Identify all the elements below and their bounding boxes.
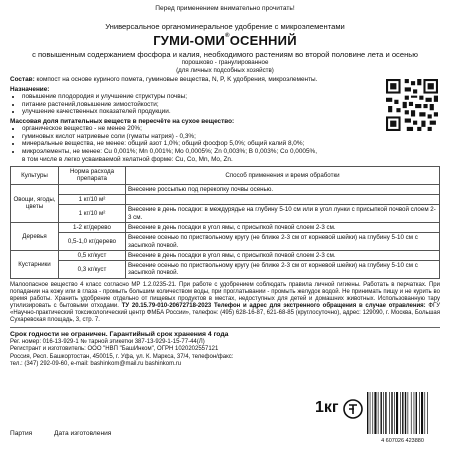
crop-cell: Овощи, ягоды, цветы bbox=[11, 184, 59, 222]
warning-note: Перед применением внимательно прочитать! bbox=[155, 5, 295, 12]
shelf-life: Срок годности не ограничен. Гарантийный срок хранения 4 года bbox=[10, 331, 229, 339]
method-cell bbox=[126, 194, 440, 204]
purpose-label: Назначение: bbox=[10, 85, 50, 93]
safety-text: Малоопасное вещество 4 класс согласно МР 1.2.0235-21. При работе с удобрением соблюдать правила личной гигиены. Работать в перчатках. При попадании на кожу или в глаза - промыть большим количеством воды, при проглатывании - промыть желудок водой. Не принимать пищу и не курить во время работы. Хранить удобрение отдельно от пищевых продуктов в местах, недоступных для детей и домашних животных. Использованную тару утилизировать с бытовыми отходами. bbox=[10, 281, 440, 310]
list-item: • улучшение качественных показателей продукции. bbox=[22, 108, 440, 116]
table-row bbox=[11, 261, 440, 279]
table-row bbox=[11, 250, 440, 260]
rate-cell: 0,5 кг/куст bbox=[59, 250, 126, 260]
rate-cell bbox=[59, 184, 126, 194]
product-form: порошково - гранулированное bbox=[181, 59, 269, 67]
column-header-crops: Культуры bbox=[11, 167, 59, 185]
net-weight: 1кг bbox=[315, 399, 339, 416]
composition-label: Состав: bbox=[10, 76, 35, 84]
product-title bbox=[10, 33, 440, 48]
column-header-method: Способ применения и время обработки bbox=[126, 167, 440, 185]
method-cell: Внесение осенью по приствольному кругу (не ближе 2-3 см от корневой шейки) на глубину 5-10 см с засыпкой почвой. bbox=[126, 233, 440, 251]
list-item: • питание растений,повышение зимостойкости; bbox=[22, 101, 440, 109]
barcode-icon bbox=[365, 390, 440, 438]
rate-cell: 0,5-1,0 кг/дерево bbox=[59, 233, 126, 251]
table-row bbox=[11, 205, 440, 223]
product-label bbox=[10, 5, 440, 445]
address: Россия, Респ. Башкортостан, 450015, г. Уфа, ул. К. Маркса, 37/4, телефон/факс: bbox=[10, 353, 234, 360]
batch-label: Партия bbox=[10, 430, 33, 437]
application-table bbox=[10, 166, 440, 279]
registrant: Регистрант и изготовитель: ООО "НВП "БашИнком", ОГРН 1020202557121 bbox=[10, 346, 219, 353]
composition bbox=[10, 76, 440, 84]
nutrients-tail: в том числе в легко усваиваемой хелатной форме: Cu, Co, Mn, Mo, Zn. bbox=[22, 155, 233, 163]
registered-mark: ® bbox=[225, 32, 230, 39]
composition-text: компост на основе куриного помета, гуминовые вещества, N, P, K удобрения, микроэлементы. bbox=[36, 76, 318, 84]
reg-number: Рег. номер: 016-13-929-1 № тарной этикетки 387-13-929-1-15-77-44(Л) bbox=[10, 339, 205, 346]
list-item: • микроэлементы, не менее: Cu 0,001%; Mn 0,001%; Mo 0,0005%; Zn 0,003%; B 0,003%; Co 0,0005%, bbox=[22, 148, 440, 156]
qr-code-icon bbox=[386, 79, 438, 131]
purpose-list bbox=[10, 93, 440, 116]
table-row bbox=[11, 184, 440, 194]
list-item: • повышение плодородия и улучшение структуры почвы; bbox=[22, 93, 440, 101]
contacts: тел.: (347) 292-09-60, e-mail: bashinkom@mail.ru bashinkom.ru bbox=[10, 360, 182, 367]
nutrients-list bbox=[10, 125, 440, 155]
manufacture-date-label: Дата изготовления bbox=[54, 430, 112, 437]
tu-code: ТУ 20.15.79-010-20672718-2023 bbox=[121, 303, 212, 310]
rate-cell: 0,3 кг/куст bbox=[59, 261, 126, 279]
table-header-row bbox=[11, 167, 440, 185]
safety-info bbox=[10, 282, 440, 324]
product-description: с повышенным содержанием фосфора и калия, необходимого растениям во второй половине лета и осенью bbox=[32, 50, 418, 60]
barcode-number: 4 607026 423880 bbox=[381, 438, 424, 444]
certification-mark-icon bbox=[343, 399, 363, 419]
emergency-label: Телефон и адрес для экстренного обращения в случае отравления: bbox=[214, 303, 426, 310]
divider bbox=[10, 327, 440, 328]
crop-cell: Кустарники bbox=[11, 250, 59, 278]
list-item: • органическое вещество - не менее 20%; bbox=[22, 125, 440, 133]
product-subtitle: Универсальное органоминеральное удобрение с микроэлементами bbox=[105, 21, 345, 31]
emergency-text: ФГУ «Научно-практический токсикологический центр ФМБА России», телефон: (495) 628-16-87, 621-68-85 (круглосуточно), адрес: 129090, г. Москва, Большая Сухаревская площадь, 3, стр. 7. bbox=[10, 303, 441, 324]
rate-cell: 1 кг/10 м² bbox=[59, 205, 126, 223]
list-item: • минеральные вещества, не менее: общий азот 1,0%; общий фосфор 5,0%; общий калий 8,0%; bbox=[22, 140, 440, 148]
batch-info bbox=[10, 430, 131, 438]
table-row bbox=[11, 194, 440, 204]
product-name: ГУМИ-ОМИ bbox=[153, 32, 226, 48]
crop-cell: Деревья bbox=[11, 222, 59, 250]
table-row bbox=[11, 233, 440, 251]
rate-cell: 1 кг/10 м² bbox=[59, 194, 126, 204]
method-cell: Внесение россыпью под перекопку почвы осенью. bbox=[126, 184, 440, 194]
method-cell: Внесение в день посадки в угол ямы, с присыпкой почвой слоем 2-3 см. bbox=[126, 222, 440, 232]
nutrients bbox=[10, 118, 440, 163]
method-cell: Внесение в день посадки: в междурядье на глубину 5-10 см или в угол лунки с присыпкой почвой слоем 2-3 см. bbox=[126, 205, 440, 223]
rate-cell: 1-2 кг/дерево bbox=[59, 222, 126, 232]
list-item: • гуминовых кислот натриевые соли (гуматы натрия) - 0,3%; bbox=[22, 133, 440, 141]
nutrients-label: Массовая доля питательных веществ в пересчёте на сухое вещество: bbox=[10, 117, 235, 125]
product-variant: ОСЕННИЙ bbox=[229, 32, 297, 48]
table-row bbox=[11, 222, 440, 232]
method-cell: Внесение в день посадки в угол ямы, с присыпкой почвой слоем 2-3 см. bbox=[126, 250, 440, 260]
method-cell: Внесение осенью по приствольному кругу (не ближе 2-3 см от корневой шейки) на глубину 5-10 см с засыпкой почвой. bbox=[126, 261, 440, 279]
product-audience: (для личных подсобных хозяйств) bbox=[176, 66, 274, 74]
column-header-rate: Норма расхода препарата bbox=[59, 167, 126, 185]
purpose bbox=[10, 86, 440, 116]
